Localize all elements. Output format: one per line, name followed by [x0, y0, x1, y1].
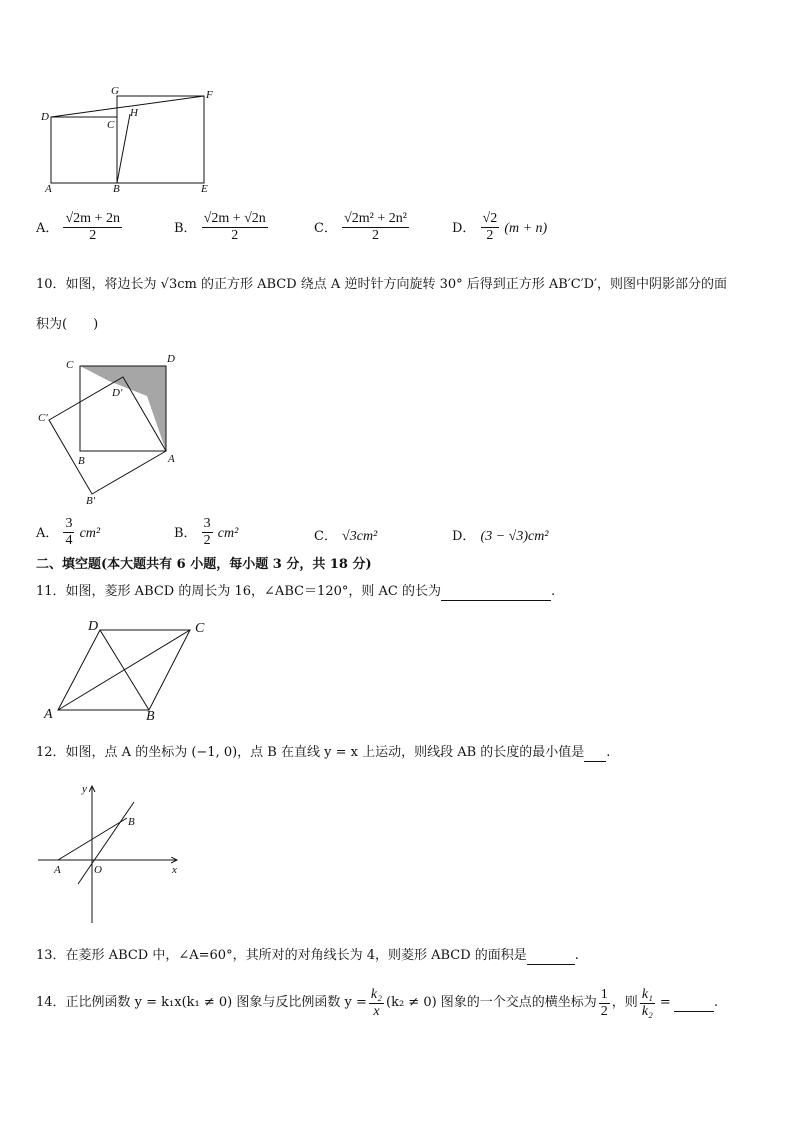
q9-option-d	[452, 211, 547, 244]
q13-text	[36, 948, 579, 965]
label-D-prime: D′	[112, 387, 123, 399]
q14-then: ，则	[611, 995, 638, 1010]
fraction	[369, 987, 384, 1020]
q10-option-c	[314, 525, 377, 545]
numerator: √2m + √2n	[203, 211, 266, 226]
denominator: 2	[231, 228, 239, 243]
fraction	[63, 516, 74, 549]
numerator: √2m + 2n	[65, 211, 120, 226]
figure-q12	[34, 778, 194, 928]
q13-question: 13．在菱形 ABCD 中，∠A=60°，其所对的对角线长为 4，则菱形 ABCD 的面积是	[36, 948, 527, 963]
label-F: F	[206, 89, 213, 101]
denominator: 2	[203, 533, 211, 548]
denominator: 2	[486, 228, 494, 243]
figure-q9	[36, 84, 226, 196]
q12-end: .	[606, 745, 611, 760]
fraction	[640, 987, 655, 1020]
q10-option-b	[174, 516, 238, 549]
fraction	[342, 211, 409, 244]
label-C: C	[195, 621, 205, 636]
numerator: √2	[482, 211, 498, 226]
q10-line2: 积为( )	[36, 317, 99, 332]
numerator: √2m² + 2n²	[344, 211, 407, 226]
q11-end: .	[550, 584, 556, 599]
q11-question: 11．如图，菱形 ABCD 的周长为 16，∠ABC＝120°，则 AC 的长为	[36, 584, 441, 599]
option-label: B．	[174, 526, 197, 541]
q14-text	[36, 983, 718, 1023]
q9-option-a	[36, 211, 122, 244]
label-B: B	[128, 816, 135, 828]
q9-option-c	[314, 211, 409, 244]
label-B: B	[113, 183, 120, 195]
figure-q11	[40, 616, 220, 724]
q10-line1: 10．如图，将边长为 √3cm 的正方形 ABCD 绕点 A 逆时针方向旋转 30° 后得到正方形 AB′C′D′，则图中阴影部分的面	[36, 277, 728, 292]
numerator: k₁	[641, 986, 653, 1002]
label-D: D	[88, 619, 99, 634]
option-label: C．	[314, 221, 337, 236]
label-C: C	[66, 359, 74, 371]
q10-option-a	[36, 516, 100, 549]
section-heading: 二、填空题(本大题共有 6 小题，每小题 3 分，共 18 分)	[36, 557, 372, 572]
option-value: √3cm²	[342, 529, 378, 544]
denominator: 2	[89, 228, 97, 243]
fraction	[202, 211, 268, 244]
q14-end: .	[713, 995, 718, 1010]
option-label: A．	[36, 526, 59, 541]
unit: cm²	[79, 526, 101, 541]
fraction	[63, 211, 121, 244]
label-C-prime: C′	[38, 412, 48, 424]
answer-blank[interactable]	[674, 995, 714, 1012]
numerator: k₂	[370, 986, 382, 1002]
option-label: C．	[314, 529, 337, 544]
numerator: 3	[203, 516, 211, 531]
denominator: 2	[371, 228, 379, 243]
denominator: 2	[600, 1003, 608, 1019]
q9-options	[36, 211, 756, 255]
label-x: x	[172, 864, 177, 876]
denominator: k₂	[641, 1003, 653, 1019]
label-D: D	[167, 353, 175, 365]
label-E: E	[201, 183, 208, 195]
answer-blank[interactable]	[527, 948, 575, 965]
q13-end: .	[574, 948, 579, 963]
answer-blank[interactable]	[441, 584, 551, 601]
label-A: A	[168, 453, 175, 465]
label-C: C	[107, 119, 115, 131]
option-label: A．	[36, 221, 59, 236]
denominator: 4	[65, 533, 73, 548]
fraction	[202, 516, 213, 549]
label-O: O	[94, 864, 102, 876]
label-D: D	[41, 111, 49, 123]
q10-option-d	[452, 525, 549, 545]
label-G: G	[111, 85, 119, 97]
answer-blank[interactable]	[584, 745, 606, 762]
q12-question: 12．如图，点 A 的坐标为 (−1, 0)，点 B 在直线 y = x 上运动，则线段 AB 的长度的最小值是	[36, 745, 585, 760]
label-A: A	[54, 864, 61, 876]
label-B: B	[146, 709, 155, 724]
q12-text	[36, 745, 610, 762]
fraction	[599, 987, 610, 1020]
label-A: A	[44, 707, 53, 722]
unit: cm²	[217, 526, 239, 541]
figure-q10	[30, 346, 200, 512]
option-label: D．	[452, 221, 476, 236]
label-H: H	[130, 107, 138, 119]
fraction	[481, 211, 500, 244]
label-B: B	[78, 455, 85, 467]
numerator: 3	[65, 516, 73, 531]
label-A: A	[45, 183, 52, 195]
label-y: y	[82, 783, 87, 795]
q9-option-b	[174, 211, 268, 244]
denominator: x	[373, 1003, 380, 1019]
q11-text	[36, 584, 555, 601]
q14-mid: (k₂ ≠ 0) 图象的一个交点的横坐标为	[386, 995, 597, 1010]
numerator: 1	[600, 986, 608, 1002]
option-label: B．	[174, 221, 197, 236]
label-B-prime: B′	[86, 495, 96, 507]
option-tail: (m + n)	[504, 221, 548, 236]
q10-options	[36, 516, 756, 556]
q14-pre: 14．正比例函数 y = k₁x(k₁ ≠ 0) 图象与反比例函数 y =	[36, 995, 367, 1010]
option-label: D．	[452, 529, 476, 544]
option-value: (3 − √3)cm²	[480, 529, 549, 544]
q14-eq: =	[659, 995, 671, 1010]
